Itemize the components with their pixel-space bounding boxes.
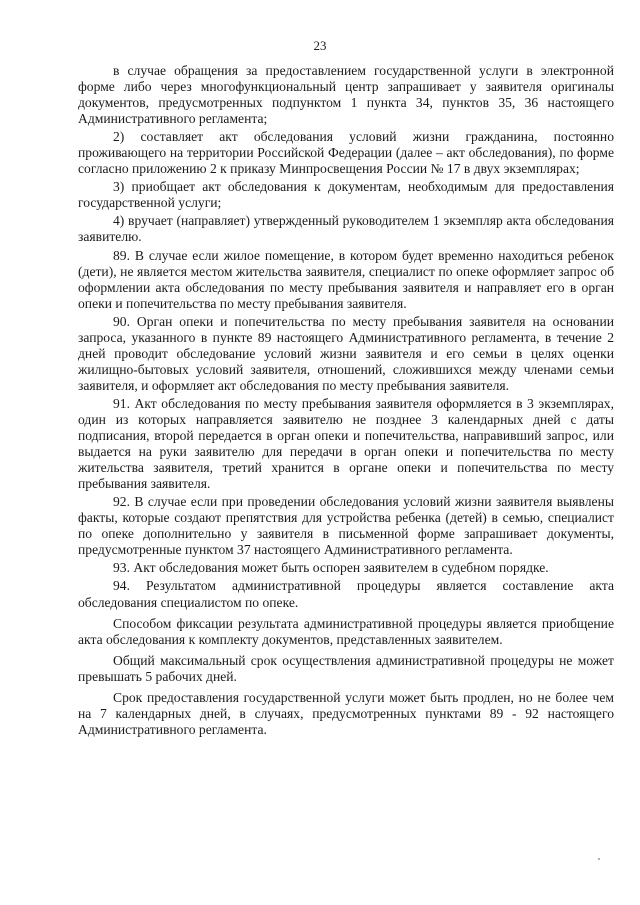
paragraph-clause-89: 89. В случае если жилое помещение, в котором будет временно находиться ребенок (дети), не является местом жительства заявителя, специалист по опеке оформляет запрос об оформлении акта обследования по месту пребывания заявителя и направляет его в орган опеки и попечительства по месту пребывания заявителя.: [78, 247, 614, 311]
document-body: [78, 63, 614, 740]
page-number: 23: [313, 38, 327, 53]
paragraph-clause-91: 91. Акт обследования по месту пребывания заявителя оформляется в 3 экземплярах, один из которых направляется заявителю не позднее 3 календарных дней с даты подписания, второй передается в орган опеки и попечительства, направивший запрос, или выдается на руки заявителю для передачи в орган опеки и попечительства по месту жительства заявителя, третий хранится в органе опеки и попечительства по месту пребывания заявителя.: [78, 395, 614, 492]
paragraph-clause-90: 90. Орган опеки и попечительства по месту пребывания заявителя на основании запроса, указанного в пункте 89 настоящего Административного регламента, в течение 2 дней проводит обследование условий жизни заявителя и его семьи в целях оценки жилищно-бытовых условий заявителя, отношений, сложившихся между членами семьи заявителя, и оформляет акт обследования по месту пребывания заявителя.: [78, 313, 614, 393]
paragraph-clause-92: 92. В случае если при проведении обследования условий жизни заявителя выявлены факты, которые создают препятствия для устройства ребенка (детей) в семью, специалист по опеке дополнительно у заявителя в письменной форме запрашивает документы, предусмотренные пунктом 37 настоящего Административного регламента.: [78, 494, 614, 558]
paragraph-clause-93: 93. Акт обследования может быть оспорен заявителем в судебном порядке.: [113, 560, 549, 576]
paragraph-extension-term: Срок предоставления государственной услуги может быть продлен, но не более чем на 7 календарных дней, в случаях, предусмотренных пунктами 89 - 92 настоящего Административного регламента.: [78, 689, 614, 737]
paragraph-item-2-inspection-act: 2) составляет акт обследования условий жизни гражданина, постоянно проживающего на территории Российской Федерации (далее – акт обследования), по форме согласно приложению 2 к приказу Минпросвещения России № 17 в двух экземплярах;: [78, 129, 614, 177]
paragraph-max-duration: Общий максимальный срок осуществления административной процедуры не может превышать 5 рабочих дней.: [78, 652, 614, 684]
paragraph-fixation-method: Способом фиксации результата административной процедуры является приобщение акта обследования к комплекту документов, представленных заявителем.: [78, 615, 614, 647]
paragraph-item-3-attach-act: 3) приобщает акт обследования к документам, необходимым для предоставления государственной услуги;: [78, 179, 614, 211]
paragraph-clause-94: 94. Результатом административной процедуры является составление акта обследования специалистом по опеке.: [78, 578, 614, 610]
paragraph-item-4-deliver-act: 4) вручает (направляет) утвержденный руководителем 1 экземпляр акта обследования заявителю.: [78, 213, 614, 245]
paragraph-electronic-request: в случае обращения за предоставлением государственной услуги в электронной форме либо через многофункциональный центр запрашивает у заявителя оригиналы документов, предусмотренных подпунктом 1 пункта 34, пунктов 35, 36 настоящего Административного регламента;: [78, 63, 614, 127]
scan-speck: [598, 858, 600, 860]
